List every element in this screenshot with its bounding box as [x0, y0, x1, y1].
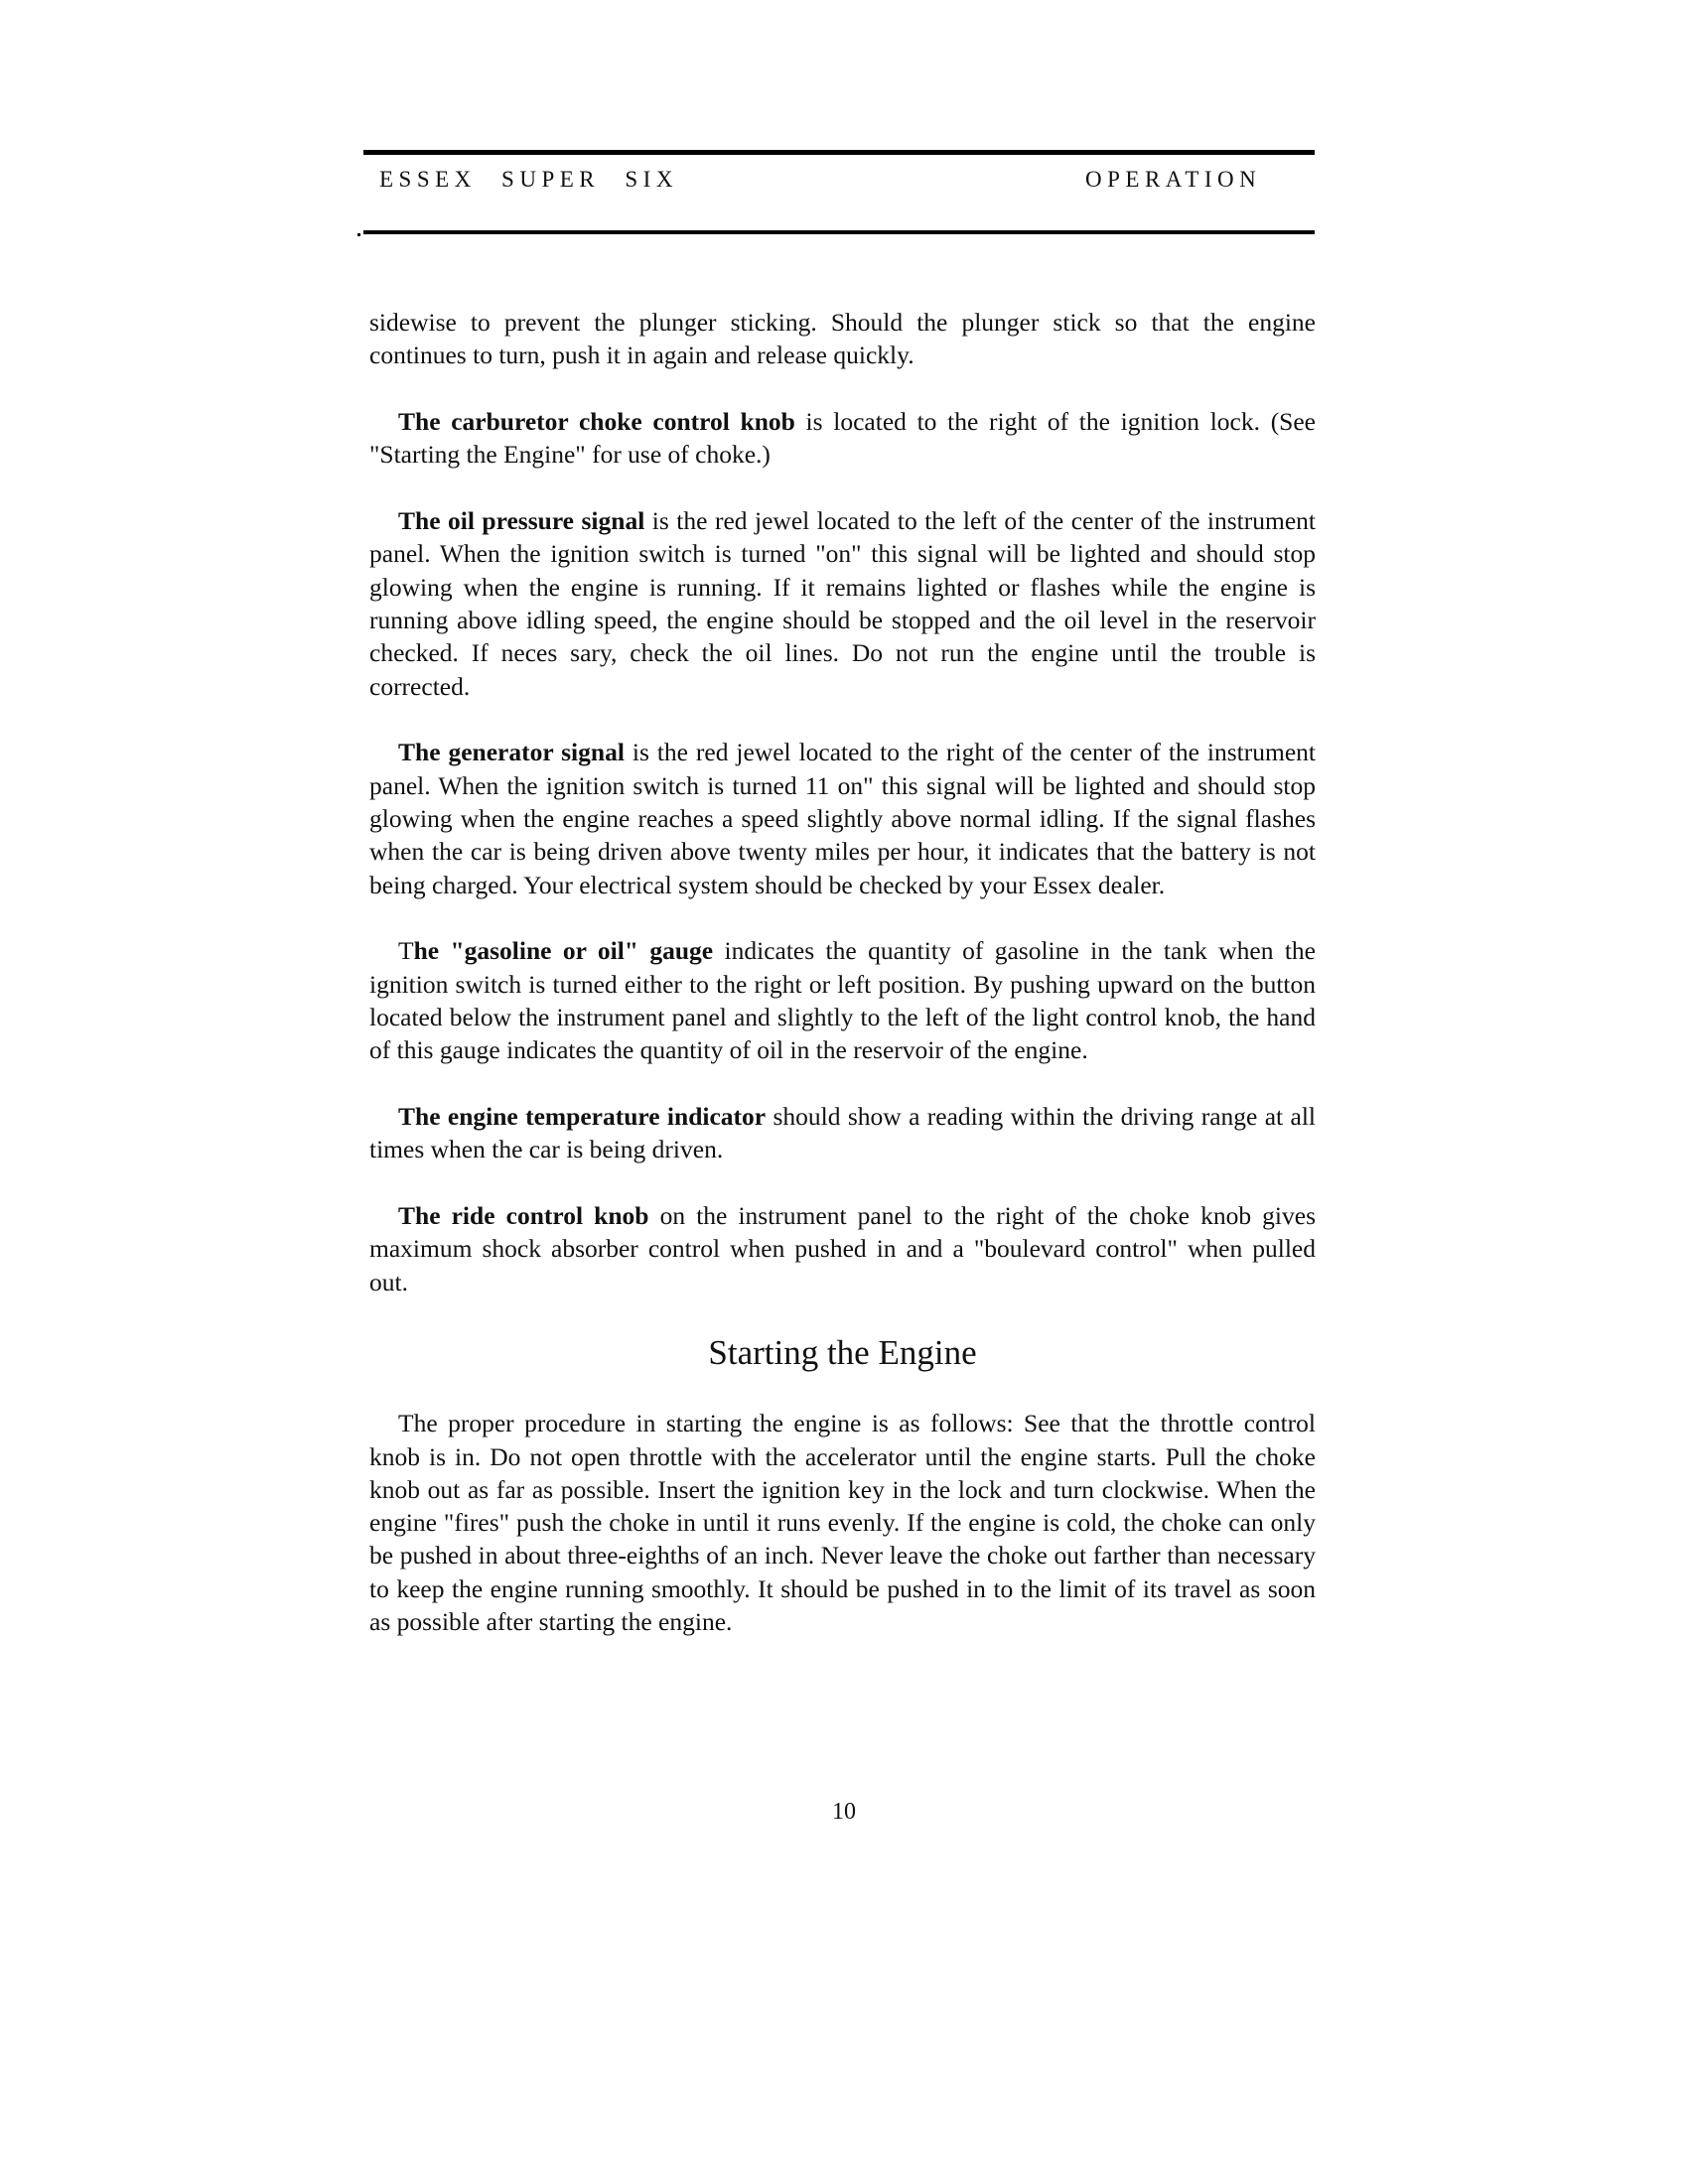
paragraph-generator [369, 736, 1316, 901]
paragraph-starting: The proper procedure in starting the engine is as follows: See that the throttle control knob is in. Do not open throttle with the accelerator until the engine starts. Pull the choke knob out as far as possible. Insert the ignition key in the lock and turn clockwise. When the engine "fires" push the choke in until it runs evenly. If the engine is cold, the choke can only be pushed in about three-eighths of an inch. Never leave the choke out farther than necessary to keep the engine running smoothly. It should be pushed in to the limit of its travel as soon as possible after starting the engine. [369, 1409, 1316, 1637]
rule-mark [357, 233, 360, 236]
term: The oil pressure signal [398, 505, 645, 535]
term: he "gasoline or oil" gauge [413, 936, 714, 966]
paragraph-choke-knob [369, 405, 1316, 472]
paragraph-continuation [369, 306, 1316, 372]
paragraph-ride-control [369, 1199, 1316, 1298]
paragraph-text: sidewise to prevent the plunger sticking. Should the plunger stick so that the engine continues to turn, push it in again and release quickly. [369, 308, 1316, 370]
running-header-section: OPERATION [1085, 167, 1262, 192]
header-bottom-rule [363, 230, 1315, 234]
page-body [369, 306, 1316, 1672]
paragraph-text: on the instrument panel to the right of the choke knob gives maximum shock absorber control when pushed in and a "boulevard control" when pulled out. [369, 1200, 1317, 1297]
section-heading: Starting the Engine [708, 1333, 977, 1373]
term: The ride control knob [398, 1200, 649, 1230]
paragraph-text: is the red jewel located to the left of the center of the instrument panel. When the ignition switch is turned "on" this signal will be lighted and should stop glowing when the engine is running. If it remains lighted or flashes while the engine is running above idling speed, the engine should be stopped and the oil level in the reservoir checked. If neces sary, check the oil lines. Do not run the engine until the trouble is corrected. [369, 505, 1316, 701]
paragraph-text: indicates the quantity of gasoline in the tank when the ignition switch is turned either to the right or left position. By pushing upward on the button located below the instrument panel and slightly to the left of the light control knob, the hand of this gauge indicates the quantity of oil in the reservoir of the engine. [369, 936, 1316, 1065]
paragraph-temperature [369, 1100, 1316, 1166]
paragraph-gauge [369, 934, 1316, 1066]
running-header-title: ESSEX SUPER SIX [379, 167, 678, 192]
term: The engine temperature indicator [398, 1101, 767, 1131]
term: The generator signal [398, 738, 625, 767]
paragraph-text: should show a reading within the driving range at all times when the car is being driven. [369, 1101, 1316, 1164]
term: The carburetor choke control knob [398, 406, 795, 436]
paragraph-oil-pressure [369, 504, 1316, 703]
paragraph-prefix: T [398, 936, 414, 966]
paragraph-text: is located to the right of the ignition lock. (See "Starting the Engine" for use of choke.) [369, 406, 1316, 470]
header-top-rule [363, 150, 1315, 155]
paragraph-text: is the red jewel located to the right of the center of the instrument panel. When the ignition switch is turned 11 on" this signal will be lighted and should stop glowing when the engine reaches a speed slightly above normal idling. If the signal flashes when the car is being driven above twenty miles per hour, it indicates that the battery is not being charged. Your electrical system should be checked by your Essex dealer. [369, 738, 1316, 899]
page-number: 10 [832, 1799, 856, 1825]
